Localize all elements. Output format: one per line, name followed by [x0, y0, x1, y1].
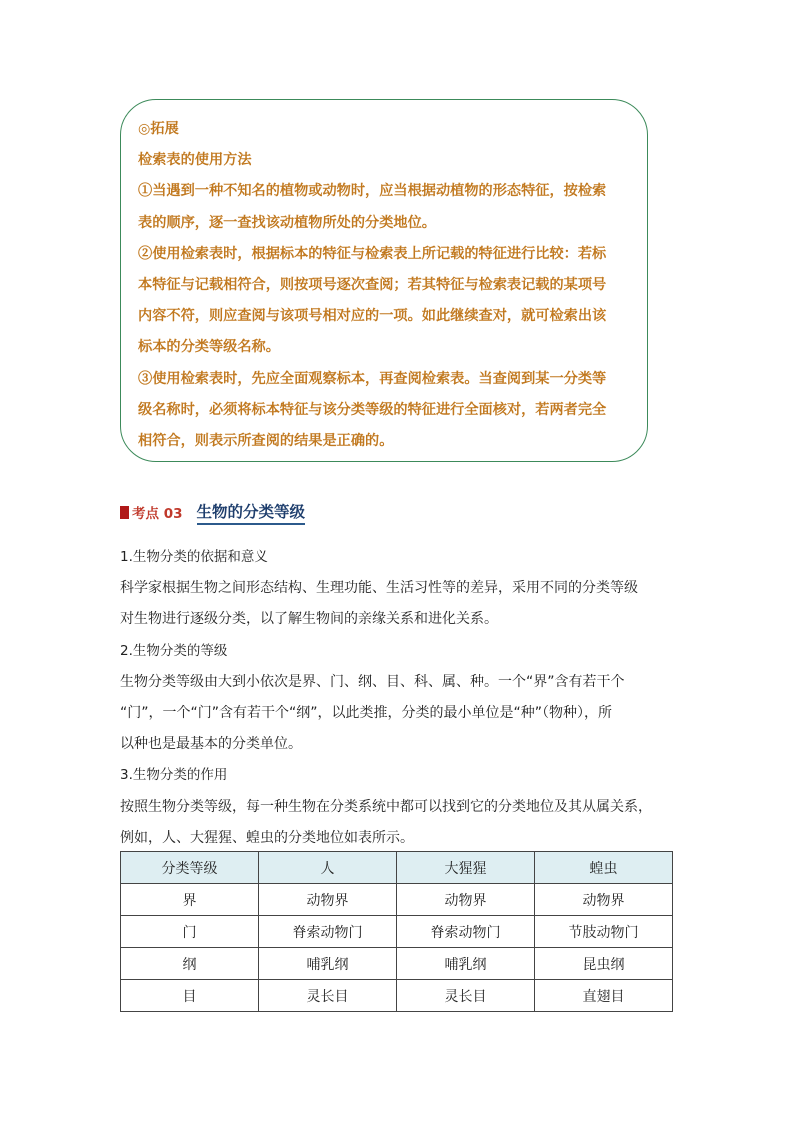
table-cell: 直翅目 — [535, 980, 673, 1012]
table-cell: 脊索动物门 — [397, 916, 535, 948]
callout-line: 标本的分类等级名称。 — [138, 339, 280, 356]
table-row — [121, 916, 673, 948]
callout-line: 内容不符，则应查阅与该项号相对应的一项。如此继续查对，就可检索出该 — [138, 308, 607, 325]
table-row — [121, 884, 673, 916]
paragraph-line: 科学家根据生物之间形态结构、生理功能、生活习性等的差异，采用不同的分类等级 — [120, 580, 638, 597]
red-square-marker — [120, 506, 129, 519]
paragraph-line: “门”，一个“门”含有若干个“纲”，以此类推，分类的最小单位是“种”（物种），所 — [120, 705, 613, 722]
subheading-role: 3.生物分类的作用 — [120, 767, 228, 784]
section-number: 考点 03 — [132, 506, 183, 522]
table-cell: 哺乳纲 — [259, 948, 397, 980]
extension-callout-box — [120, 99, 648, 462]
callout-line: 表的顺序，逐一查找该动植物所处的分类地位。 — [138, 214, 436, 231]
table-cell: 昆虫纲 — [535, 948, 673, 980]
table-cell: 界 — [121, 884, 259, 916]
table-header-row — [121, 852, 673, 884]
table-header-cell: 大猩猩 — [397, 852, 535, 884]
table-cell: 灵长目 — [259, 980, 397, 1012]
table-row — [121, 980, 673, 1012]
callout-line: 本特征与记载相符合，则按项号逐次查阅；若其特征与检索表记载的某项号 — [138, 277, 607, 294]
table-cell: 灵长目 — [397, 980, 535, 1012]
callout-line: ③使用检索表时，先应全面观察标本，再查阅检索表。当查阅到某一分类等 — [138, 370, 607, 387]
table-cell: 哺乳纲 — [397, 948, 535, 980]
table-cell: 动物界 — [259, 884, 397, 916]
paragraph-line: 按照生物分类等级，每一种生物在分类系统中都可以找到它的分类地位及其从属关系， — [120, 798, 652, 815]
table-header-cell: 蝗虫 — [535, 852, 673, 884]
table-cell: 脊索动物门 — [259, 916, 397, 948]
table-row — [121, 948, 673, 980]
table-cell: 动物界 — [397, 884, 535, 916]
subheading-basis: 1.生物分类的依据和意义 — [120, 549, 268, 565]
callout-line: 级名称时，必须将标本特征与该分类等级的特征进行全面核对，若两者完全 — [138, 401, 607, 418]
callout-line: ①当遇到一种不知名的植物或动物时，应当根据动植物的形态特征，按检索 — [138, 183, 607, 200]
callout-line: ②使用检索表时，根据标本的特征与检索表上所记载的特征进行比较：若标 — [138, 245, 607, 262]
table-cell: 目 — [121, 980, 259, 1012]
table-cell: 动物界 — [535, 884, 673, 916]
classification-table — [120, 851, 673, 1012]
section-title: 生物的分类等级 — [197, 500, 306, 525]
callout-subtitle: 检索表的使用方法 — [138, 152, 252, 169]
section-heading — [120, 500, 305, 524]
table-cell: 节肢动物门 — [535, 916, 673, 948]
paragraph-line: 以种也是最基本的分类单位。 — [120, 736, 302, 753]
table-cell: 门 — [121, 916, 259, 948]
callout-line: 相符合，则表示所查阅的结果是正确的。 — [138, 433, 394, 450]
table-header-cell: 人 — [259, 852, 397, 884]
paragraph-line: 对生物进行逐级分类，以了解生物间的亲缘关系和进化关系。 — [120, 611, 498, 628]
section-body — [120, 542, 680, 854]
table-cell: 纲 — [121, 948, 259, 980]
paragraph-line: 例如，人、大猩猩、蝗虫的分类地位如表所示。 — [120, 829, 414, 846]
subheading-levels: 2.生物分类的等级 — [120, 642, 228, 659]
callout-heading: ◎拓展 — [138, 121, 179, 137]
paragraph-line: 生物分类等级由大到小依次是界、门、纲、目、科、属、种。一个“界”含有若干个 — [120, 673, 625, 690]
table-header-cell: 分类等级 — [121, 852, 259, 884]
